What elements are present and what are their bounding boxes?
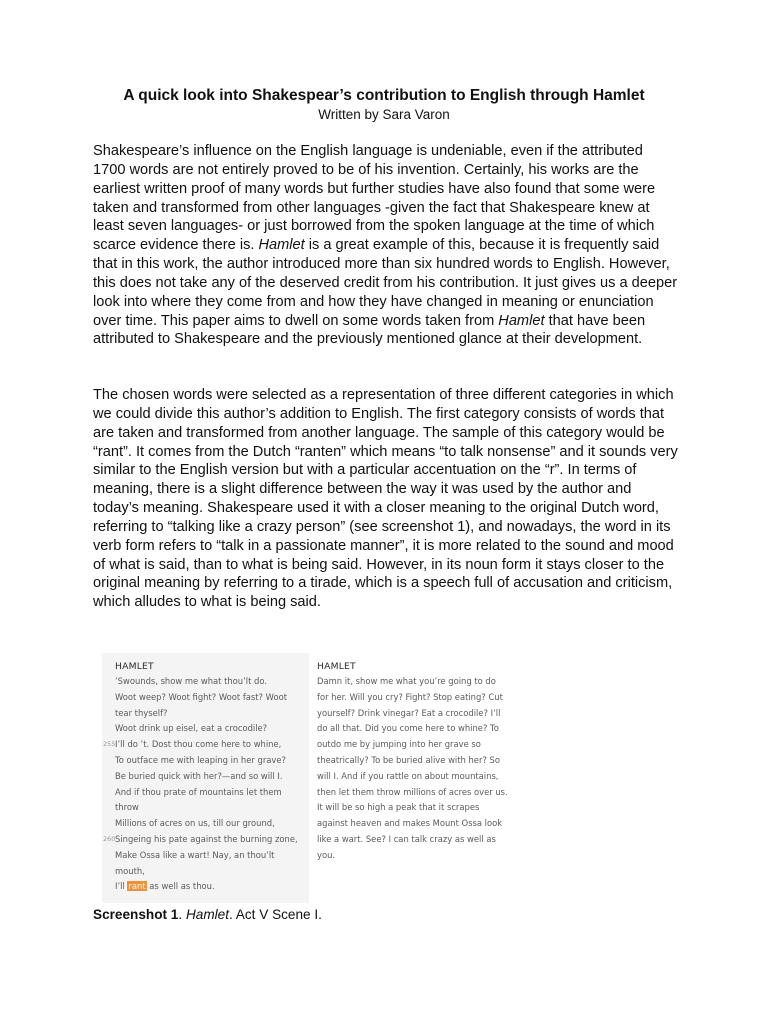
verse-line: And if thou prate of mountains let them xyxy=(115,786,282,797)
work-title-hamlet: Hamlet xyxy=(498,312,545,329)
modern-translation-column xyxy=(309,653,514,903)
verse-line: Millions of acres on us, till our ground, xyxy=(115,818,275,829)
translation-line: like a wart. See? I can talk crazy as well as xyxy=(317,833,496,844)
translation-line: then let them throw millions of acres over us. xyxy=(317,786,508,797)
verse-line-text: Singeing his pate against the burning zone, xyxy=(115,833,298,844)
translation-line: Damn it, show me what you’re going to do xyxy=(317,676,496,686)
caption-reference: . Act V Scene I. xyxy=(229,907,322,922)
verse-line-text: I’ll do ’t. Dost thou come here to whine, xyxy=(115,739,282,750)
document-author: Written by Sara Varon xyxy=(318,107,450,122)
paragraph-intro-text-a: Shakespeare’s influence on the English language is undeniable, even if the attributed 1700 words are not entirely proved to be of his invention. Certainly, his works are the earliest written proof of many words but further studies have also found that some were taken and transformed from other languages -given the fact that Shakespeare knew at least seven languages- or just borrowed from the spoken language at the time of which scarce evidence there is. xyxy=(93,143,656,254)
paragraph-intro xyxy=(93,142,678,349)
translation-line: outdo me by jumping into her grave so xyxy=(317,739,481,750)
translation-line: It will be so high a peak that it scrapes xyxy=(317,802,480,813)
verse-line-prefix: I’ll xyxy=(115,881,128,892)
work-title-hamlet: Hamlet xyxy=(258,237,305,254)
modern-lines xyxy=(317,674,508,864)
document-title: A quick look into Shakespear’s contribution to English through Hamlet xyxy=(123,87,645,104)
translation-line: theatrically? To be buried alive with her? So xyxy=(317,754,500,765)
translation-line: yourself? Drink vinegar? Eat a crocodile? I’ll xyxy=(317,707,501,718)
verse-line: Be buried quick with her?—and so will I. xyxy=(115,770,283,781)
verse-line xyxy=(103,832,298,848)
verse-line-suffix: as well as thou. xyxy=(146,881,215,892)
speaker-label: HAMLET xyxy=(115,661,154,672)
translation-line: you. xyxy=(317,849,336,860)
paragraph-intro-text-b: is a great example of this, because it is frequently said that in this work, the author introduced more than six hundred words to English. However, this does not take any of the deserved credit from his contribution. It just gives us a deeper look into where they come from and how they have changed in meaning or enunciation over time. This paper aims to dwell on some words taken from xyxy=(93,237,678,329)
original-lines xyxy=(103,674,298,895)
screenshot-caption xyxy=(93,906,322,924)
caption-work-title: Hamlet xyxy=(185,907,229,922)
verse-line-with-highlight xyxy=(115,879,298,895)
verse-line: Make Ossa like a wart! Nay, an thou’lt xyxy=(115,849,275,860)
caption-label: Screenshot 1 xyxy=(93,907,179,922)
verse-line: tear thyself? xyxy=(115,707,168,718)
paragraph-intro-text-c: that have been attributed to Shakespeare and the previously mentioned glance at their development. xyxy=(93,312,646,348)
verse-line: throw xyxy=(115,802,139,813)
translation-line: will I. And if you rattle on about mountains, xyxy=(317,770,499,781)
speaker-label: HAMLET xyxy=(317,661,356,672)
screenshot-hamlet-comparison xyxy=(102,653,514,903)
caption-separator: . xyxy=(178,907,186,922)
verse-line: mouth, xyxy=(115,865,145,876)
original-text-column xyxy=(102,653,309,903)
line-number: 255 xyxy=(103,740,116,749)
verse-line xyxy=(103,737,298,753)
verse-line: ’Swounds, show me what thou’lt do. xyxy=(115,676,268,686)
highlighted-word-rant: rant xyxy=(128,881,146,892)
paragraph-categories: The chosen words were selected as a representation of three different categories in which we could divide this author’s addition to English. The first category consists of words that are taken and transformed from another language. The sample of this category would be “rant”. It comes from the Dutch “ranten” which means “to talk nonsense” and it sounds very similar to the English version but with a particular accentuation on the “r”. In terms of meaning, there is a slight difference between the way it was used by the author and today’s meaning. Shakespeare used it with a closer meaning to the original Dutch word, referring to “talking like a crazy person” (see screenshot 1), and nowadays, the word in its verb form refers to “talk in a passionate manner”, it is more related to the sound and mood of what is said, than to what is being said. However, in its noun form it stays closer to the original meaning by referring to a tirade, which is a speech full of accusation and criticism, which alludes to what is being said. xyxy=(93,387,678,611)
translation-line: for her. Will you cry? Fight? Stop eating? Cut xyxy=(317,691,503,702)
verse-line: To outface me with leaping in her grave? xyxy=(115,754,286,765)
verse-line: Woot drink up eisel, eat a crocodile? xyxy=(115,723,268,734)
verse-line: Woot weep? Woot fight? Woot fast? Woot xyxy=(115,691,287,702)
translation-line: do all that. Did you come here to whine? To xyxy=(317,723,499,734)
line-number: 260 xyxy=(103,834,116,843)
translation-line: against heaven and makes Mount Ossa look xyxy=(317,818,503,829)
